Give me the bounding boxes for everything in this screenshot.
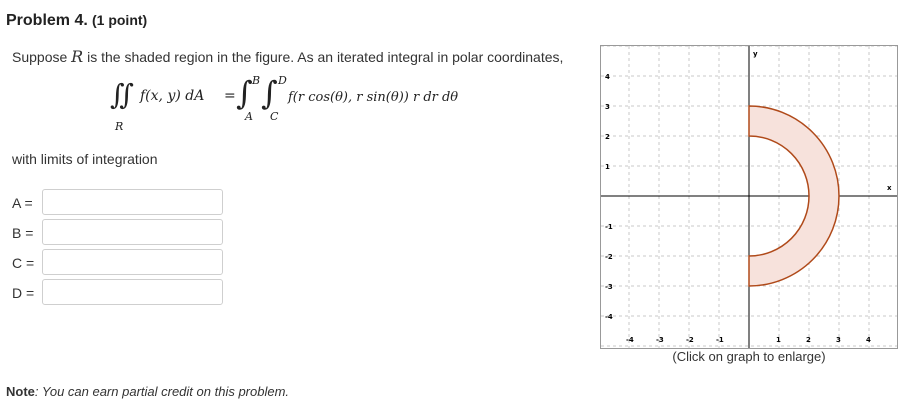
x-tick-label: -4 [626,336,634,344]
y-tick-label: -3 [605,283,613,291]
outer-lower-limit: A [245,110,253,123]
intro-text-after: is the shaded region in the figure. As an iterated integral in polar coordinates, [83,49,564,65]
region-graph[interactable] [600,45,898,349]
answer-row-c [12,249,227,277]
answer-row-b [12,219,227,247]
x-tick-label: -1 [716,336,724,344]
answer-row-d [12,279,227,307]
x-tick-label: -2 [686,336,694,344]
y-tick-label: 1 [605,163,610,171]
problem-points: (1 point) [91,12,148,28]
integral-equation [110,72,510,142]
outer-upper-limit: B [252,74,261,87]
note-label: Note [6,384,35,399]
problem-title [6,12,147,30]
integrand-right: f(r cos(θ), r sin(θ)) r dr dθ [288,90,459,105]
graph-svg[interactable] [601,46,897,348]
x-axis-label: x [887,184,892,192]
answer-label-c: C = [12,255,35,271]
y-tick-label: 2 [605,133,610,141]
y-tick-label: -4 [605,313,613,321]
note-text: : You can earn partial credit on this problem. [34,384,290,399]
inner-integral-symbol: ∫ [261,74,278,112]
y-tick-label: -1 [605,223,613,231]
answer-label-b: B = [12,225,34,241]
answer-input-d[interactable] [42,279,223,305]
x-tick-label: 1 [776,336,781,344]
double-integral-symbol: ∬ [110,78,134,111]
y-axis-label: y [753,50,758,58]
x-tick-label: -3 [656,336,664,344]
partial-credit-note [6,384,289,399]
inner-lower-limit: C [270,110,279,123]
x-tick-label: 4 [866,336,871,344]
y-tick-label: 4 [605,73,610,81]
enlarge-graph-link[interactable]: (Click on graph to enlarge) [672,349,826,364]
outer-integral-symbol: ∫ [236,74,253,112]
limits-label: with limits of integration [12,151,158,167]
answer-input-c[interactable] [42,249,223,275]
x-tick-label: 3 [836,336,841,344]
region-subscript: R [115,120,124,133]
answer-input-a[interactable] [42,189,223,215]
y-tick-label: 3 [605,103,610,111]
equals-sign: = [224,88,236,104]
integrand-left: f(x, y) dA [140,88,205,104]
answer-label-a: A = [12,195,33,211]
y-tick-label: -2 [605,253,613,261]
x-tick-label: 2 [806,336,811,344]
problem-statement [12,47,563,66]
problem-number: Problem 4. [6,12,88,29]
answer-row-a [12,189,227,217]
intro-text-before: Suppose [12,49,72,65]
inner-upper-limit: D [278,74,287,87]
region-variable: R [71,47,84,66]
answer-label-d: D = [12,285,35,301]
answer-input-b[interactable] [42,219,223,245]
